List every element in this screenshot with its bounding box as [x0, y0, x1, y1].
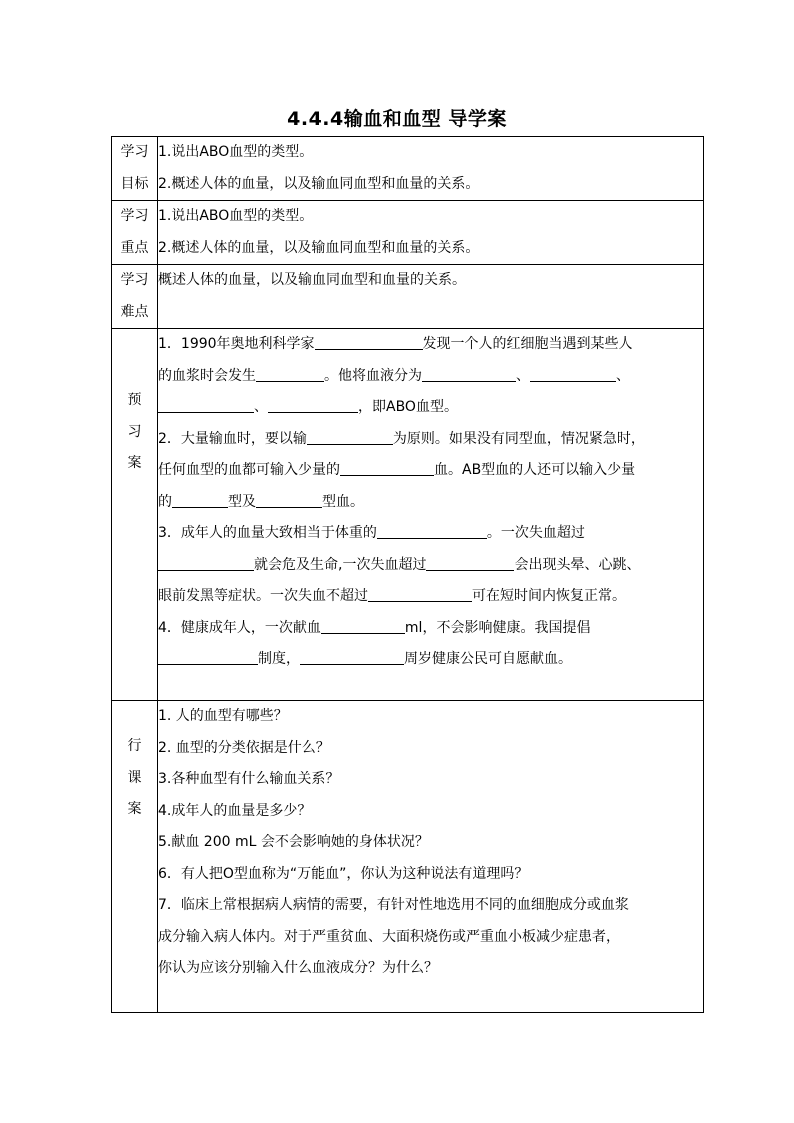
preview-q3-line2: 就会危及生命,一次失血超过 会出现头晕、心跳、 [158, 550, 703, 582]
preview-q3-line3: 眼前发黑等症状。一次失血不超过 可在短时间内恢复正常。 [158, 581, 703, 613]
row-preview [112, 329, 704, 701]
goal-line-2: 2.概述人体的血量，以及输血同血型和血量的关系。 [158, 175, 480, 192]
practice-line-5: 5.献血 200 mL 会不会影响她的身体状况？ [158, 834, 429, 850]
practice-line-1: 1. 人的血型有哪些？ [158, 708, 288, 724]
blank-ab-type-1[interactable] [172, 490, 228, 508]
label-practice-char2: 课 [127, 769, 142, 786]
blank-transfusion-principle[interactable] [307, 427, 393, 445]
blank-blood-volume[interactable] [377, 521, 487, 539]
label-preview-char2: 习 [127, 423, 142, 440]
preview-q3-line1: 3．成年人的血量大致相当于体重的 。一次失血超过 [158, 518, 703, 550]
practice-line-7: 7．临床上常根据病人病情的需要，有针对性地选用不同的血细胞成分或血浆 [158, 897, 629, 913]
practice-line-3: 3.各种血型有什么输血关系？ [158, 771, 340, 787]
practice-line-9: 你认为应该分别输入什么血液成分？为什么？ [158, 960, 438, 976]
label-preview-char3: 案 [127, 455, 142, 471]
blank-scientist[interactable] [315, 332, 423, 350]
blank-type-1[interactable] [422, 364, 516, 382]
content-difficulty [158, 265, 704, 329]
row-difficulty [112, 265, 704, 329]
row-goal [112, 137, 704, 201]
label-key [112, 201, 158, 265]
preview-q2-line1: 2．大量输血时，要以输 为原则。如果没有同型血，情况紧急时， [158, 424, 703, 456]
label-preview [112, 329, 158, 701]
label-goal-line1: 学习 [120, 144, 149, 160]
blank-fatal-loss[interactable] [158, 553, 254, 571]
practice-line-4: 4.成年人的血量是多少？ [158, 802, 312, 819]
label-practice-char3: 案 [127, 801, 142, 817]
content-goal [158, 137, 704, 201]
blank-type-3[interactable] [158, 395, 254, 413]
label-difficulty-line1: 学习 [120, 272, 149, 288]
preview-q2-line2: 任何血型的血都可输入少量的 血。AB型血的人还可以输入少量 [158, 455, 703, 487]
label-difficulty-line2: 难点 [120, 303, 149, 320]
label-practice-char1: 行 [127, 738, 142, 754]
study-guide-table [111, 136, 704, 1013]
key-line-1: 1.说出ABO血型的类型。 [158, 208, 314, 224]
preview-q1-line3: 、 ，即ABO血型。 [158, 392, 703, 424]
label-preview-char1: 预 [127, 392, 142, 408]
key-line-2: 2.概述人体的血量，以及输血同血型和血量的关系。 [158, 239, 480, 256]
label-difficulty [112, 265, 158, 329]
preview-q4-line2: 制度， 周岁健康公民可自愿献血。 [158, 644, 703, 676]
blank-type-2[interactable] [530, 364, 616, 382]
content-practice [158, 701, 704, 1013]
blank-recoverable-loss[interactable] [368, 584, 472, 602]
label-goal-line2: 目标 [120, 175, 149, 192]
page-title: 4.4.4输血和血型 导学案 [287, 108, 507, 130]
label-practice [112, 701, 158, 1013]
label-key-line2: 重点 [120, 239, 149, 256]
blank-type-4[interactable] [268, 395, 358, 413]
blank-symptom-loss[interactable] [426, 553, 514, 571]
content-key [158, 201, 704, 265]
practice-line-8: 成分输入病人体内。对于严重贫血、大面积烧伤或严重血小板减少症患者， [158, 928, 620, 945]
practice-line-2: 2. 血型的分类依据是什么？ [158, 739, 330, 756]
blank-reaction[interactable] [256, 364, 324, 382]
practice-line-6: 6．有人把O型血称为“万能血”，你认为这种说法有道理吗？ [158, 865, 529, 882]
blank-universal-blood[interactable] [340, 458, 434, 476]
preview-q2-line3: 的 型及 型血。 [158, 487, 703, 519]
blank-donor-age[interactable] [300, 647, 404, 665]
blank-donation-amount[interactable] [321, 616, 405, 634]
preview-q1-line2: 的血浆时会发生 。他将血液分为 、 、 [158, 361, 703, 393]
row-key [112, 201, 704, 265]
label-goal [112, 137, 158, 201]
preview-q1-line1: 1．1990年奥地利科学家 发现一个人的红细胞当遇到某些人 [158, 329, 703, 361]
row-practice [112, 701, 704, 1013]
label-key-line1: 学习 [120, 208, 149, 224]
blank-ab-type-2[interactable] [256, 490, 322, 508]
difficulty-line-1: 概述人体的血量，以及输血同血型和血量的关系。 [158, 272, 466, 288]
goal-line-1: 1.说出ABO血型的类型。 [158, 144, 314, 160]
content-preview [158, 329, 704, 701]
preview-q4-line1: 4．健康成年人，一次献血 ml，不会影响健康。我国提倡 [158, 613, 703, 645]
blank-donation-system[interactable] [158, 647, 258, 665]
